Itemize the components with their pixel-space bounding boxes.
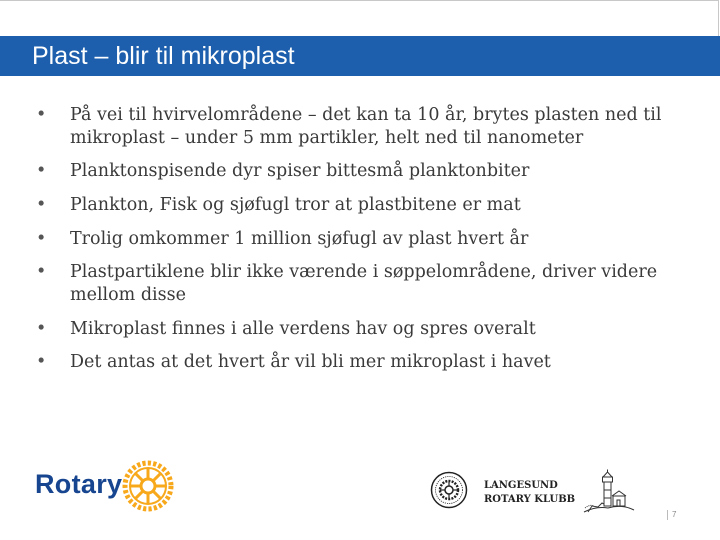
bullet-list <box>34 104 674 385</box>
bullet-text: Planktonspisende dyr spiser bittesmå planktonbiter <box>70 161 530 182</box>
lighthouse-icon <box>582 468 636 514</box>
bullet-marker: • <box>36 105 47 125</box>
bullet-item <box>34 104 674 150</box>
bullet-text: Plankton, Fisk og sjøfugl tror at plastbitene er mat <box>70 194 521 215</box>
bullet-marker: • <box>36 318 47 339</box>
bullet-text: Trolig omkommer 1 million sjøfugl av plast hvert år <box>70 228 529 249</box>
slide-title: Plast – blir til mikroplast <box>32 42 295 70</box>
bullet-item <box>34 194 674 217</box>
club-name-line-2: ROTARY KLUBB <box>484 494 576 505</box>
bullet-text: Det antas at det hvert år vil bli mer mikroplast i havet <box>70 352 551 373</box>
bullet-marker: • <box>36 352 47 373</box>
bullet-text: Plastpartiklene blir ikke værende i søppelområdene, driver videre mellom disse <box>70 262 658 305</box>
rotary-wheel-icon <box>122 460 174 512</box>
bullet-marker: • <box>36 194 47 215</box>
bullet-item <box>34 261 674 307</box>
bullet-marker: • <box>36 262 47 283</box>
club-seal-icon <box>430 471 468 509</box>
bullet-item <box>34 160 674 183</box>
bullet-marker: • <box>36 161 47 182</box>
bullet-item <box>34 351 674 374</box>
bullet-item <box>34 318 674 341</box>
slide-top-border <box>0 0 719 36</box>
bullet-item <box>34 228 674 251</box>
bullet-text: Mikroplast finnes i alle verdens hav og spres overalt <box>70 318 536 339</box>
page-number: 7 <box>672 510 677 519</box>
bullet-text: På vei til hvirvelområdene – det kan ta 10 år, brytes plasten ned til mikroplast – under 5 mm partikler, helt ned til nanometer <box>70 105 662 148</box>
club-name <box>484 479 575 507</box>
bullet-marker: • <box>36 228 47 249</box>
rotary-wordmark: Rotary <box>35 469 123 499</box>
club-name-line-1: LANGESUND <box>484 480 558 491</box>
page-number-separator <box>667 510 668 520</box>
